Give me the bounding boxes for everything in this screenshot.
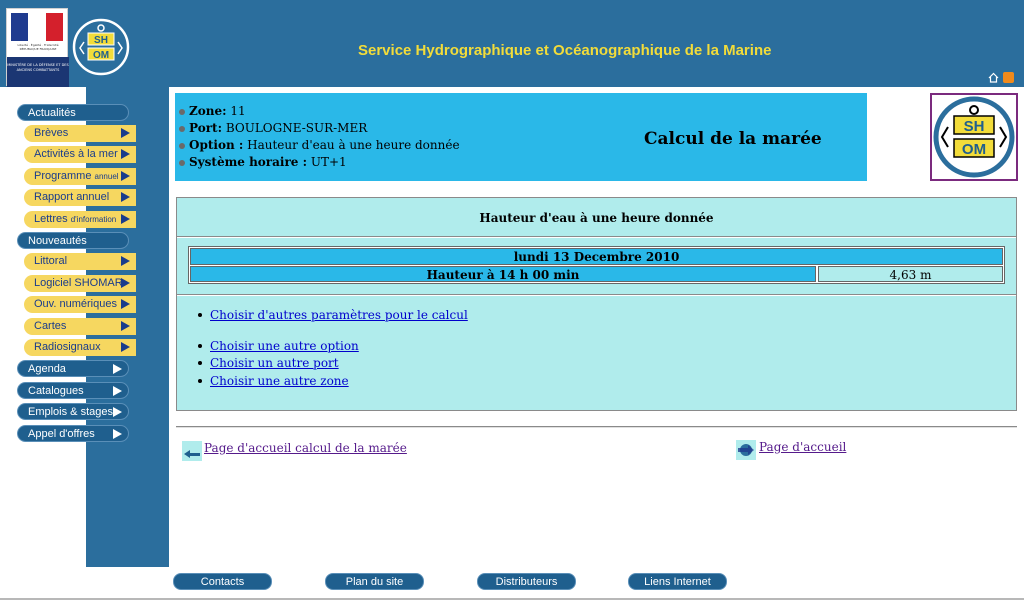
sidebar-item-rapport[interactable]: Rapport annuel [24, 189, 136, 206]
sidebar-item-agenda[interactable]: Agenda [17, 360, 129, 377]
arrow-right-icon [121, 321, 130, 331]
arrow-right-icon [113, 429, 122, 439]
svg-text:SH: SH [963, 118, 985, 135]
bullet-icon [179, 143, 185, 149]
option-item [210, 339, 359, 353]
option-item [210, 308, 468, 322]
sidebar-item-catalogues[interactable]: Catalogues [17, 382, 129, 399]
sidebar-item-breves[interactable]: Brèves [24, 125, 136, 142]
bullet-icon [198, 313, 202, 317]
bullet-icon [198, 344, 202, 348]
zone-line: Zone: 11 [179, 104, 246, 118]
link-other-port[interactable]: Choisir un autre port [210, 356, 339, 370]
link-other-option[interactable]: Choisir une autre option [210, 339, 359, 353]
footer-distributors-button[interactable]: Distributeurs [477, 573, 576, 590]
arrow-right-icon [113, 386, 122, 396]
bullet-icon [179, 126, 185, 132]
sidebar-item-emplois[interactable]: Emplois & stages [17, 403, 129, 420]
arrow-right-icon [121, 171, 130, 181]
footer-links-button[interactable]: Liens Internet [628, 573, 727, 590]
sidebar-item-cartes[interactable]: Cartes [24, 318, 136, 335]
height-value-cell: 4,63 m [818, 266, 1003, 282]
arrow-right-icon [113, 364, 122, 374]
tide-home-link-wrap [204, 441, 407, 455]
arrow-right-icon [121, 214, 130, 224]
sidebar-item-ouvrages[interactable]: Ouv. numériques [24, 296, 136, 313]
back-arrow-icon[interactable] [182, 441, 202, 461]
page-title: Calcul de la marée [644, 129, 822, 149]
sidebar-item-lettres[interactable]: Lettres d'information [24, 211, 136, 228]
footer-contacts-button[interactable]: Contacts [173, 573, 272, 590]
site-title: Service Hydrographique et Océanographique de la Marine [358, 42, 772, 59]
sidebar-item-actualites[interactable]: Actualités [17, 104, 129, 121]
date-cell: lundi 13 Decembre 2010 [190, 248, 1003, 265]
arrow-right-icon [121, 149, 130, 159]
arrow-right-icon [121, 299, 130, 309]
svg-text:OM: OM [92, 50, 110, 61]
option-item [210, 374, 349, 388]
shom-logo[interactable] [72, 18, 130, 76]
bullet-icon [198, 379, 202, 383]
arrow-right-icon [113, 407, 122, 417]
result-table [188, 246, 1005, 284]
arrow-right-icon [121, 128, 130, 138]
shom-logo-large [930, 93, 1018, 181]
french-flag-icon [11, 13, 63, 41]
link-other-parameters[interactable]: Choisir d'autres paramètres pour le calcul [210, 308, 468, 322]
footer-divider [0, 598, 1024, 600]
gov-motto: Liberté · Égalité · Fraternité RÉPUBLIQUE FRANÇAISE [17, 43, 59, 51]
government-logo[interactable] [6, 8, 68, 86]
footer-sitemap-button[interactable]: Plan du site [325, 573, 424, 590]
option-line: Option : Hauteur d'eau à une heure donnée [179, 138, 460, 152]
tide-home-link[interactable]: Page d'accueil calcul de la marée [204, 441, 407, 455]
sidebar-item-activites[interactable]: Activités à la mer [24, 146, 136, 163]
home-icon[interactable] [988, 72, 999, 83]
link-other-zone[interactable]: Choisir une autre zone [210, 374, 349, 388]
divider [176, 426, 1017, 428]
sidebar-item-radiosignaux[interactable]: Radiosignaux [24, 339, 136, 356]
calc-info-panel [175, 93, 867, 181]
sidebar-item-nouveautes[interactable]: Nouveautés [17, 232, 129, 249]
gov-ministry: MINISTÈRE DE LA DÉFENSE ET DES ANCIENS COMBATTANTS [7, 57, 69, 87]
rss-icon[interactable] [1003, 72, 1014, 83]
arrow-right-icon [121, 192, 130, 202]
option-item [210, 356, 339, 370]
sidebar-item-appel-offres[interactable]: Appel d'offres [17, 425, 129, 442]
site-home-link-wrap [759, 440, 846, 454]
time-system-line: Système horaire : UT+1 [179, 155, 347, 169]
svg-text:OM: OM [961, 141, 987, 158]
globe-arrow-icon[interactable] [736, 440, 756, 460]
result-heading: Hauteur d'eau à une heure donnée [479, 211, 714, 225]
sidebar-item-programme[interactable]: Programme annuel [24, 168, 136, 185]
arrow-right-icon [121, 256, 130, 266]
site-home-link[interactable]: Page d'accueil [759, 440, 847, 454]
sidebar-item-shomar[interactable]: Logiciel SHOMAR [24, 275, 136, 292]
port-line: Port: BOULOGNE-SUR-MER [179, 121, 367, 135]
divider [177, 294, 1016, 296]
arrow-right-icon [121, 342, 130, 352]
bullet-icon [198, 361, 202, 365]
height-label-cell: Hauteur à 14 h 00 min [190, 266, 816, 282]
bullet-icon [179, 160, 185, 166]
site-header [0, 0, 1024, 87]
bullet-icon [179, 109, 185, 115]
divider [177, 236, 1016, 238]
arrow-right-icon [121, 278, 130, 288]
result-box [176, 197, 1017, 411]
svg-text:SH: SH [94, 35, 108, 46]
sidebar-item-littoral[interactable]: Littoral [24, 253, 136, 270]
